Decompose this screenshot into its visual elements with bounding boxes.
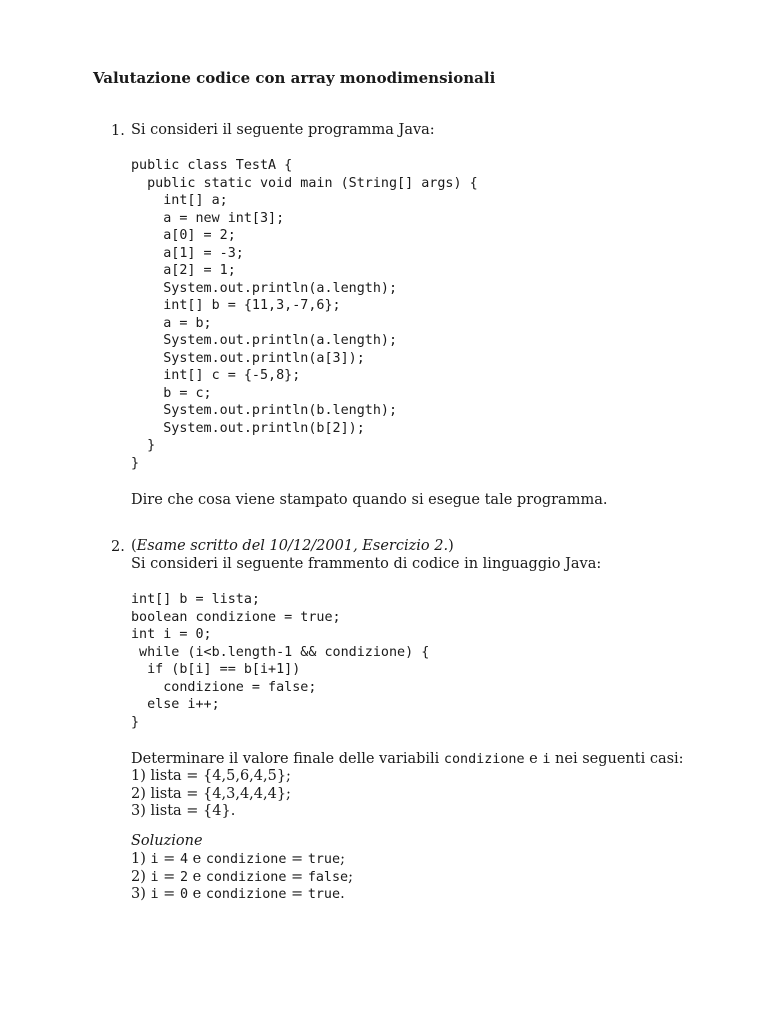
solution-item: [131, 851, 353, 869]
solution-var: i: [150, 869, 159, 885]
solution-list: [131, 851, 353, 904]
solution-label: Soluzione: [131, 833, 203, 849]
source-paren-open: (: [131, 538, 137, 554]
solution-eq: =: [286, 868, 308, 885]
code-line: public static void main (String[] args) {: [131, 175, 478, 191]
code-line: a = b;: [131, 315, 212, 331]
question-text: e: [524, 751, 543, 767]
code-line: System.out.println(a.length);: [131, 333, 398, 348]
exercise-1-code-block: [131, 157, 478, 472]
code-line: System.out.println(b[2]);: [131, 420, 365, 436]
page-title: Valutazione codice con array monodimensionali: [93, 69, 496, 87]
solution-var: i: [150, 887, 159, 902]
code-line: int[] c = {-5,8};: [131, 368, 301, 383]
code-line: condizione = false;: [131, 679, 317, 695]
code-line: a = new int[3];: [131, 210, 285, 226]
case-item: 3) lista = {4}.: [131, 803, 236, 819]
solution-var: condizione: [205, 852, 287, 867]
solution-value: true: [307, 852, 341, 867]
solution-end: ;: [348, 868, 354, 885]
code-line: System.out.println(b.length);: [131, 403, 398, 418]
exercise-2-intro: Si consideri il seguente frammento di codice in linguaggio Java:: [131, 556, 602, 572]
exercise-2-question: [131, 751, 684, 769]
variable-condizione: condizione: [443, 752, 525, 767]
exercise-1-number: 1.: [111, 123, 125, 139]
solution-conj: e: [188, 851, 206, 867]
code-line: boolean condizione = true;: [131, 609, 341, 625]
code-line: a[2] = 1;: [131, 263, 236, 278]
code-line: int[] b = lista;: [131, 592, 260, 607]
code-line: System.out.println(a[3]);: [131, 350, 365, 366]
case-item: 1) lista = {4,5,6,4,5};: [131, 768, 291, 784]
code-line: int i = 0;: [131, 627, 212, 642]
code-line: System.out.println(a.length);: [131, 280, 398, 296]
solution-value: true: [307, 887, 341, 902]
code-line: int[] a;: [131, 193, 228, 208]
case-item: 2) lista = {4,3,4,4,4};: [131, 785, 291, 802]
exercise-2-source-text: Esame scritto del 10/12/2001, Esercizio 2.: [136, 538, 449, 554]
solution-prefix: 1): [131, 851, 151, 867]
solution-eq: =: [286, 851, 308, 867]
solution-conj: e: [188, 868, 206, 885]
solution-eq: =: [158, 868, 180, 885]
solution-eq: =: [158, 886, 180, 902]
code-line: if (b[i] == b[i+1]): [131, 662, 301, 677]
solution-var: condizione: [205, 887, 287, 902]
source-paren-close: ): [448, 538, 454, 554]
solution-end: ;: [340, 851, 345, 867]
code-line: int[] b = {11,3,-7,6};: [131, 298, 341, 313]
exercise-2-number: 2.: [111, 539, 125, 555]
exercise-2-code-block: [131, 591, 429, 731]
solution-prefix: 3): [131, 886, 151, 902]
exercise-2-cases: [131, 768, 291, 821]
code-line: public class TestA {: [131, 158, 293, 173]
variable-i: i: [542, 752, 551, 767]
solution-conj: e: [188, 886, 206, 902]
solution-prefix: 2): [131, 868, 151, 885]
solution-item: [131, 869, 353, 887]
solution-end: .: [340, 886, 345, 902]
question-text: nei seguenti casi:: [550, 751, 684, 767]
code-line: b = c;: [131, 385, 212, 401]
code-line: }: [131, 714, 140, 730]
code-line: else i++;: [131, 697, 220, 712]
solution-var: i: [150, 852, 159, 867]
solution-value: 0: [179, 887, 188, 902]
exercise-1-question: Dire che cosa viene stampato quando si esegue tale programma.: [131, 492, 608, 508]
solution-value: false: [307, 869, 349, 885]
code-line: }: [131, 438, 156, 453]
code-line: }: [131, 455, 140, 471]
solution-value: 4: [179, 852, 188, 867]
solution-var: condizione: [205, 869, 287, 885]
solution-item: [131, 886, 353, 904]
solution-value: 2: [179, 869, 188, 885]
exercise-2-source: [131, 538, 454, 556]
exercise-1-intro: Si consideri il seguente programma Java:: [131, 122, 435, 138]
code-line: a[1] = -3;: [131, 245, 244, 261]
question-text: Determinare il valore finale delle variabili: [131, 751, 444, 767]
code-line: while (i<b.length-1 && condizione) {: [131, 644, 430, 660]
code-line: a[0] = 2;: [131, 228, 236, 243]
solution-eq: =: [286, 886, 308, 902]
solution-eq: =: [158, 851, 180, 867]
